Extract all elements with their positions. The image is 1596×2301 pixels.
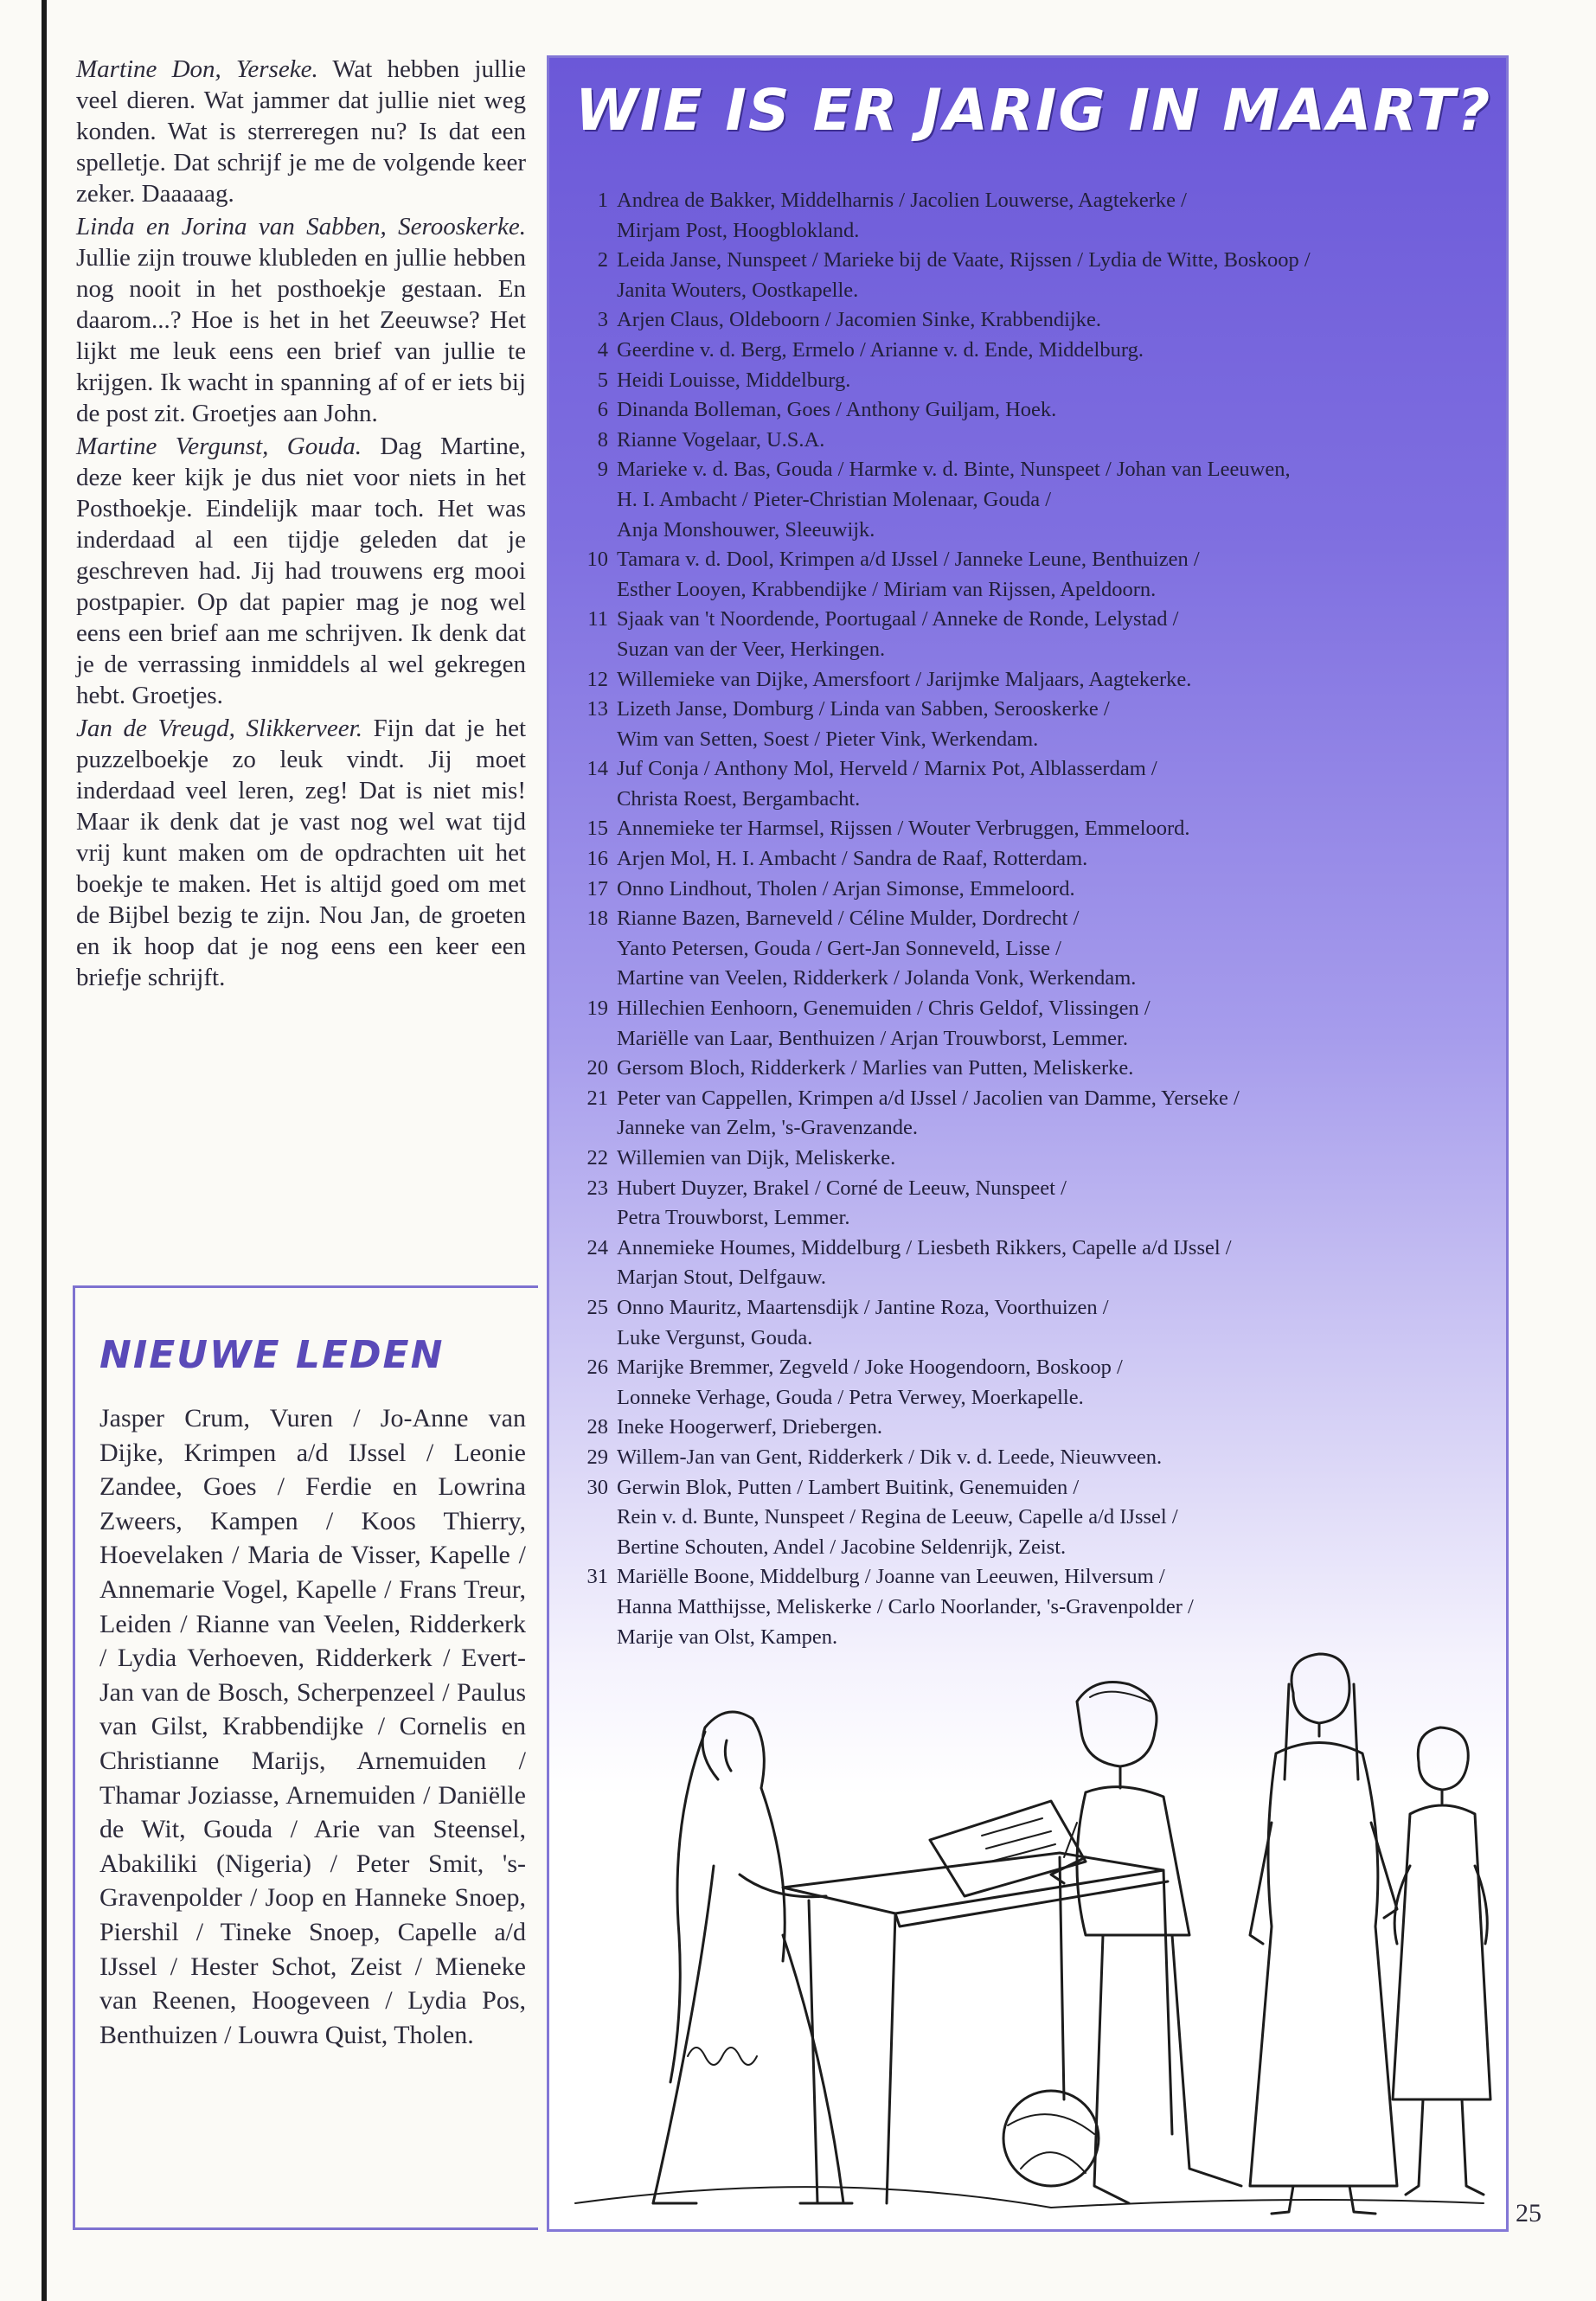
birthday-names: Suzan van der Veer, Herkingen. — [617, 637, 886, 661]
birthday-day: 12 — [586, 667, 608, 691]
birthday-day: 17 — [586, 876, 608, 901]
birthday-entry — [575, 695, 1492, 754]
birthday-day: 28 — [586, 1415, 608, 1439]
birthday-names: Ineke Hoogerwerf, Driebergen. — [617, 1415, 883, 1439]
birthday-day: 11 — [587, 607, 608, 631]
birthday-names: Mariëlle Boone, Middelburg / Joanne van Leeuwen, Hilversum / — [617, 1565, 1165, 1589]
birthday-entry — [575, 455, 1492, 545]
letter-sender: Martine Don, Yerseke. — [76, 55, 318, 83]
birthday-day: 3 — [597, 308, 608, 332]
birthday-day: 23 — [586, 1176, 608, 1200]
birthday-day: 5 — [597, 368, 608, 392]
birthday-entry — [575, 545, 1492, 605]
birthday-entry — [575, 1413, 1492, 1443]
birthday-entry — [575, 904, 1492, 994]
birthday-names: Geerdine v. d. Berg, Ermelo / Arianne v. d. Ende, Middelburg. — [617, 337, 1144, 362]
letter-text: Wat hebben jullie veel dieren. Wat jammer dat jullie niet weg konden. Wat is sterreregen nu? Is dat een spelletje. Dat schrijf je me de volgende keer zeker. Daaaaag. — [76, 55, 526, 208]
letter-text: Fijn dat je het puzzelboekje zo leuk vindt. Jij moet inderdaad veel leren, zeg! Dat is niet mis! Maar ik denk dat je vast nog wel wat tijd vrij kunt maken om de opdrachten uit het boekje te maken. Het is altijd goed om met de Bijbel bezig te zijn. Nou Jan, de groeten en ik hoop dat je nog eens een keer een briefje schrijft. — [76, 715, 526, 991]
birthday-names: Mariëlle van Laar, Benthuizen / Arjan Trouwborst, Lemmer. — [617, 1026, 1128, 1050]
birthday-names: Lonneke Verhage, Gouda / Petra Verwey, Moerkapelle. — [617, 1385, 1084, 1409]
birthday-entry — [575, 395, 1492, 426]
birthday-names: Hubert Duyzer, Brakel / Corné de Leeuw, Nunspeet / — [617, 1176, 1067, 1200]
new-members-list: Jasper Crum, Vuren / Jo-Anne van Dijke, Krimpen a/d IJssel / Leonie Zandee, Goes / Ferdie en Lowrina Zweers, Kampen / Koos Thierry, Hoevelaken / Maria de Visser, Kapelle / Annemarie Vogel, Kapelle / Frans Treur, Leiden / Rianne van Veelen, Ridderkerk / Lydia Verhoeven, Ridderkerk / Evert-Jan van de Bosch, Scherpenzeel / Paulus van Gilst, Krabbendijke / Cornelis en Christianne Marijs, Arnemuiden / Thamar Joziasse, Arnemuiden / Daniëlle de Wit, Gouda / Arie van Steensel, Abakiliki (Nigeria) / Peter Smit, 's-Gravenpolder / Joop en Hanneke Snoep, Piershil / Tineke Snoep, Capelle a/d IJssel / Hester Schot, Zeist / Mieneke van Reenen, Hoogeveen / Lydia Pos, Benthuizen / Louwra Quist, Tholen. — [99, 1404, 526, 2049]
birthday-names: Gerwin Blok, Putten / Lambert Buitink, Genemuiden / — [617, 1475, 1080, 1499]
birthday-entry — [575, 1443, 1492, 1473]
birthday-names: Wim van Setten, Soest / Pieter Vink, Werkendam. — [617, 727, 1039, 751]
birthday-names: H. I. Ambacht / Pieter-Christian Molenaar, Gouda / — [617, 487, 1052, 511]
birthday-title: WIE IS ER JARIG IN MAART? — [575, 77, 1492, 144]
birthday-names: Hanna Matthijsse, Meliskerke / Carlo Noorlander, 's-Gravenpolder / — [617, 1594, 1194, 1618]
birthday-day: 1 — [597, 189, 608, 212]
birthday-entry — [575, 305, 1492, 336]
birthday-day: 19 — [586, 997, 608, 1021]
birthday-entry — [575, 1353, 1492, 1413]
birthday-names: Rianne Bazen, Barneveld / Céline Mulder, Dordrecht / — [617, 907, 1080, 931]
birthday-names: Andrea de Bakker, Middelharnis / Jacolien Louwerse, Aagtekerke / — [617, 189, 1187, 212]
birthday-names: Arjen Mol, H. I. Ambacht / Sandra de Raaf, Rotterdam. — [617, 847, 1088, 871]
birthday-names: Annemieke ter Harmsel, Rijssen / Wouter Verbruggen, Emmeloord. — [617, 817, 1190, 841]
birthday-names: Luke Vergunst, Gouda. — [617, 1325, 813, 1349]
birthday-names: Onno Mauritz, Maartensdijk / Jantine Roza, Voorthuizen / — [617, 1295, 1109, 1319]
letter — [76, 211, 526, 429]
birthday-names: Marije van Olst, Kampen. — [617, 1625, 838, 1649]
letter-sender: Jan de Vreugd, Slikkerveer. — [76, 715, 362, 742]
birthday-entry — [575, 605, 1492, 664]
birthday-day: 2 — [597, 248, 608, 272]
birthday-day: 30 — [586, 1475, 608, 1499]
birthday-entry — [575, 1144, 1492, 1174]
birthday-entry — [575, 814, 1492, 844]
posthoekje-letters — [76, 54, 526, 995]
birthday-day: 20 — [586, 1056, 608, 1080]
birthday-names: Onno Lindhout, Tholen / Arjan Simonse, Emmeloord. — [617, 876, 1075, 901]
birthday-names: Dinanda Bolleman, Goes / Anthony Guiljam, Hoek. — [617, 398, 1057, 422]
birthday-panel — [547, 55, 1509, 2232]
birthday-entry — [575, 1234, 1492, 1293]
children-illustration — [567, 1650, 1494, 2221]
birthday-entry — [575, 1174, 1492, 1234]
letter-sender: Linda en Jorina van Sabben, Serooskerke. — [76, 213, 526, 240]
birthday-entry — [575, 844, 1492, 875]
birthday-names: Janita Wouters, Oostkapelle. — [617, 278, 859, 302]
birthday-day: 10 — [586, 548, 608, 572]
birthday-day: 22 — [586, 1146, 608, 1170]
birthday-names: Peter van Cappellen, Krimpen a/d IJssel / Jacolien van Damme, Yerseke / — [617, 1086, 1240, 1110]
birthday-entry — [575, 1473, 1492, 1563]
birthday-names: Marijke Bremmer, Zegveld / Joke Hoogendoorn, Boskoop / — [617, 1356, 1123, 1380]
birthday-day: 29 — [586, 1445, 608, 1469]
birthday-list — [575, 186, 1492, 1652]
birthday-names: Juf Conja / Anthony Mol, Herveld / Marnix Pot, Alblasserdam / — [617, 757, 1157, 781]
birthday-day: 9 — [597, 458, 608, 482]
birthday-entry — [575, 426, 1492, 456]
birthday-entry — [575, 1293, 1492, 1353]
birthday-names: Gersom Bloch, Ridderkerk / Marlies van Putten, Meliskerke. — [617, 1056, 1134, 1080]
birthday-day: 18 — [586, 907, 608, 931]
birthday-names: Anja Monshouwer, Sleeuwijk. — [617, 517, 875, 542]
birthday-names: Marjan Stout, Delfgauw. — [617, 1266, 826, 1290]
letter-text: Dag Martine, deze keer kijk je dus niet voor niets in het Posthoekje. Eindelijk maar toch. Het was inderdaad al een tijdje geleden dat je geschreven had. Jij had trouwens erg mooi postpapier. Op dat papier mag je nog wel eens een brief aan me schrijven. Ik denk dat je de verrassing inmiddels al wel gekregen hebt. Groetjes. — [76, 433, 527, 709]
birthday-day: 26 — [586, 1356, 608, 1380]
birthday-names: Willem-Jan van Gent, Ridderkerk / Dik v. d. Leede, Nieuwveen. — [617, 1445, 1163, 1469]
birthday-day: 24 — [586, 1235, 608, 1259]
birthday-day: 21 — [586, 1086, 608, 1110]
birthday-entry — [575, 665, 1492, 695]
birthday-names: Willemien van Dijk, Meliskerke. — [617, 1146, 896, 1170]
birthday-names: Marieke v. d. Bas, Gouda / Harmke v. d. Binte, Nunspeet / Johan van Leeuwen, — [617, 458, 1291, 482]
birthday-day: 4 — [597, 337, 608, 362]
birthday-entry — [575, 1084, 1492, 1144]
birthday-entry — [575, 754, 1492, 814]
birthday-names: Mirjam Post, Hoogblokland. — [617, 218, 860, 242]
birthday-names: Esther Looyen, Krabbendijke / Miriam van Rijssen, Apeldoorn. — [617, 577, 1157, 601]
new-members-title: NIEUWE LEDEN — [99, 1333, 445, 1377]
birthday-day: 8 — [597, 427, 608, 452]
birthday-names: Rein v. d. Bunte, Nunspeet / Regina de Leeuw, Capelle a/d IJssel / — [617, 1505, 1178, 1529]
letter-text: Jullie zijn trouwe klubleden en jullie hebben nog nooit in het posthoekje gestaan. En daarom...? Hoe is het in het Zeeuwse? Het lijkt me leuk eens een brief van jullie te krijgen. Ik wacht in spanning af of er iets bij de post zit. Groetjes aan John. — [76, 244, 526, 427]
letter — [76, 54, 526, 209]
birthday-entry — [575, 336, 1492, 366]
birthday-names: Leida Janse, Nunspeet / Marieke bij de Vaate, Rijssen / Lydia de Witte, Boskoop / — [617, 248, 1311, 272]
birthday-entry — [575, 366, 1492, 396]
birthday-day: 15 — [586, 817, 608, 841]
birthday-day: 14 — [586, 757, 608, 781]
birthday-entry — [575, 1054, 1492, 1084]
birthday-day: 13 — [586, 697, 608, 721]
birthday-names: Yanto Petersen, Gouda / Gert-Jan Sonneveld, Lisse / — [617, 936, 1061, 960]
birthday-entry — [575, 1562, 1492, 1652]
birthday-day: 6 — [597, 398, 608, 422]
birthday-day: 25 — [586, 1295, 608, 1319]
birthday-names: Tamara v. d. Dool, Krimpen a/d IJssel / Janneke Leune, Benthuizen / — [617, 548, 1200, 572]
letter-sender: Martine Vergunst, Gouda. — [76, 433, 362, 460]
letter — [76, 431, 526, 711]
birthday-names: Janneke van Zelm, 's-Gravenzande. — [617, 1116, 918, 1140]
birthday-names: Martine van Veelen, Ridderkerk / Jolanda Vonk, Werkendam. — [617, 966, 1137, 990]
new-members-box — [73, 1285, 538, 2230]
birthday-entry — [575, 875, 1492, 905]
birthday-names: Lizeth Janse, Domburg / Linda van Sabben, Serooskerke / — [617, 697, 1110, 721]
page-spine — [42, 0, 47, 2301]
birthday-entry — [575, 246, 1492, 305]
birthday-names: Heidi Louisse, Middelburg. — [617, 368, 851, 392]
birthday-names: Arjen Claus, Oldeboorn / Jacomien Sinke, Krabbendijke. — [617, 308, 1101, 332]
birthday-names: Sjaak van 't Noordende, Poortugaal / Anneke de Ronde, Lelystad / — [617, 607, 1179, 631]
birthday-names: Christa Roest, Bergambacht. — [617, 786, 861, 811]
letter — [76, 713, 526, 993]
birthday-names: Bertine Schouten, Andel / Jacobine Seldenrijk, Zeist. — [617, 1535, 1067, 1559]
birthday-names: Hillechien Eenhoorn, Genemuiden / Chris Geldof, Vlissingen / — [617, 997, 1151, 1021]
birthday-names: Rianne Vogelaar, U.S.A. — [617, 427, 825, 452]
birthday-names: Annemieke Houmes, Middelburg / Liesbeth Rikkers, Capelle a/d IJssel / — [617, 1235, 1232, 1259]
birthday-entry — [575, 994, 1492, 1054]
birthday-entry — [575, 186, 1492, 246]
birthday-day: 31 — [586, 1565, 608, 1589]
birthday-names: Willemieke van Dijke, Amersfoort / Jarijmke Maljaars, Aagtekerke. — [617, 667, 1192, 691]
page-number: 25 — [1516, 2199, 1542, 2227]
birthday-day: 16 — [586, 847, 608, 871]
birthday-names: Petra Trouwborst, Lemmer. — [617, 1206, 850, 1230]
